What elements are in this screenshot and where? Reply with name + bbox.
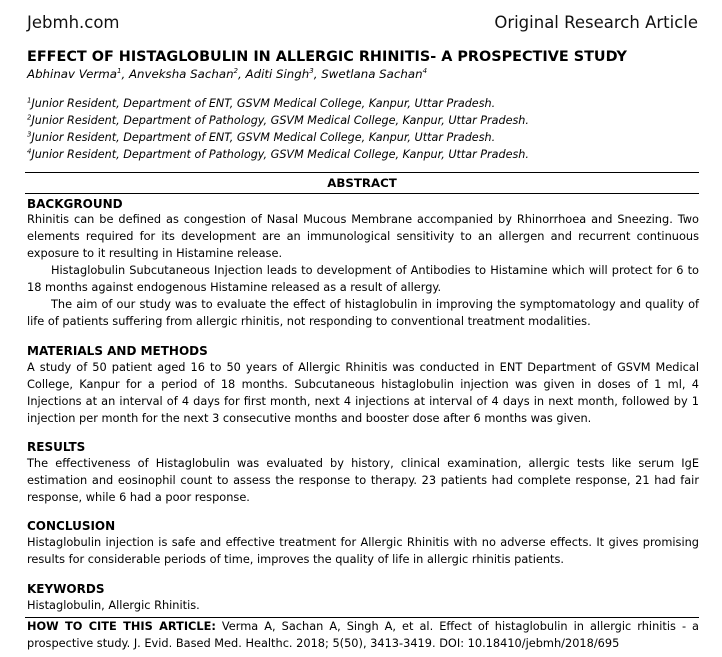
affiliation-text: Junior Resident, Department of ENT, GSVM Medical College, Kanpur, Uttar Pradesh. — [31, 97, 496, 110]
results-heading: RESULTS — [27, 440, 86, 454]
affiliation-text: Junior Resident, Department of ENT, GSVM Medical College, Kanpur, Uttar Pradesh. — [31, 131, 496, 144]
results-paragraph: The effectiveness of Histaglobulin was evaluated by history, clinical examination, allergic tests like serum IgE estimation and eosinophil count to assess the response to therapy. 23 patients had complete response, 21 had fair response, while 6 had a poor response. — [27, 456, 699, 504]
citation-box — [25, 617, 699, 652]
affiliation-1 — [27, 97, 495, 110]
affiliation-sup: 1 — [27, 96, 32, 105]
background-paragraph-1: Rhinitis can be defined as congestion of Nasal Mucous Membrane accompanied by Rhinorrhoea and Sneezing. Two elements required for its development are an immunological sensitivity to an allergen and recurrent continuous exposure to it resulting in Histamine release. — [27, 212, 699, 260]
background-paragraph-2: Histaglobulin Subcutaneous Injection leads to development of Antibodies to Histamine which will protect for 6 to 18 months against endogenous Histamine released as a result of allergy. — [27, 263, 699, 294]
affiliation-sup: 3 — [27, 130, 32, 139]
author-sup: 3 — [309, 67, 314, 76]
keywords-paragraph: Histaglobulin, Allergic Rhinitis. — [27, 598, 200, 612]
author-name: Aditi Singh — [245, 67, 310, 81]
citation-label: HOW TO CITE THIS ARTICLE: — [27, 619, 216, 633]
keywords-heading: KEYWORDS — [27, 582, 105, 596]
conclusion-paragraph: Histaglobulin injection is safe and effective treatment for Allergic Rhinitis with no adverse effects. It gives promising results for considerable periods of time, improves the quality of life in allergic rhinitis patients. — [27, 535, 699, 566]
affiliation-text: Junior Resident, Department of Pathology, GSVM Medical College, Kanpur, Uttar Pradesh. — [31, 148, 529, 161]
background-heading: BACKGROUND — [27, 197, 123, 211]
affiliation-text: Junior Resident, Department of Pathology, GSVM Medical College, Kanpur, Uttar Pradesh. — [31, 114, 529, 127]
author-list: Abhinav Verma$^1$, Anveksha Sachan$^2$, Aditi Singh$^3$, Swetlana Sachan$^4$ — [27, 67, 428, 81]
abstract-label: ABSTRACT — [327, 176, 397, 190]
citation-body: Verma A, Sachan A, Singh A, et al. Effect of histaglobulin in allergic rhinitis - a prospective study. J. Evid. Based Med. Healthc. 2018; 5(50), 3413-3419. DOI: 10.18410/jebmh/2018/695 — [27, 619, 699, 650]
methods-heading: MATERIALS AND METHODS — [27, 344, 208, 358]
background-paragraph-3: The aim of our study was to evaluate the effect of histaglobulin in improving the symptomatology and quality of life of patients suffering from allergic rhinitis, not responding to conventional treatment modalities. — [27, 297, 699, 328]
background-section — [27, 211, 699, 330]
conclusion-heading: CONCLUSION — [27, 519, 116, 533]
affiliation-sup: 2 — [27, 113, 32, 122]
page-header — [27, 13, 698, 37]
author-name: Abhinav Verma — [27, 67, 117, 81]
abstract-header — [25, 172, 699, 194]
author-name: Anveksha Sachan — [128, 67, 234, 81]
author-sup: 1 — [116, 67, 122, 76]
article-type: Original Research Article — [494, 13, 698, 32]
article-title: EFFECT OF HISTAGLOBULIN IN ALLERGIC RHINITIS- A PROSPECTIVE STUDY — [27, 49, 627, 65]
citation-text — [25, 618, 699, 652]
affiliation-2 — [27, 114, 529, 127]
journal-name: Jebmh.com — [27, 13, 120, 32]
author-sup: 4 — [422, 67, 428, 76]
affiliation-sup: 4 — [27, 147, 32, 156]
author-sup: 2 — [233, 67, 239, 76]
affiliation-3 — [27, 131, 495, 144]
author-name: Swetlana Sachan — [321, 67, 423, 81]
affiliation-4 — [27, 148, 529, 161]
methods-paragraph: A study of 50 patient aged 16 to 50 years of Allergic Rhinitis was conducted in ENT Department of GSVM Medical College, Kanpur for a period of 18 months. Subcutaneous histaglobulin injection was given in doses of 1 ml, 4 Injections at an interval of 4 days for first month, next 4 injections at interval of 4 days in next month, followed by 1 injection per month for the next 3 consecutive months and booster dose after 6 months was given. — [27, 360, 699, 425]
